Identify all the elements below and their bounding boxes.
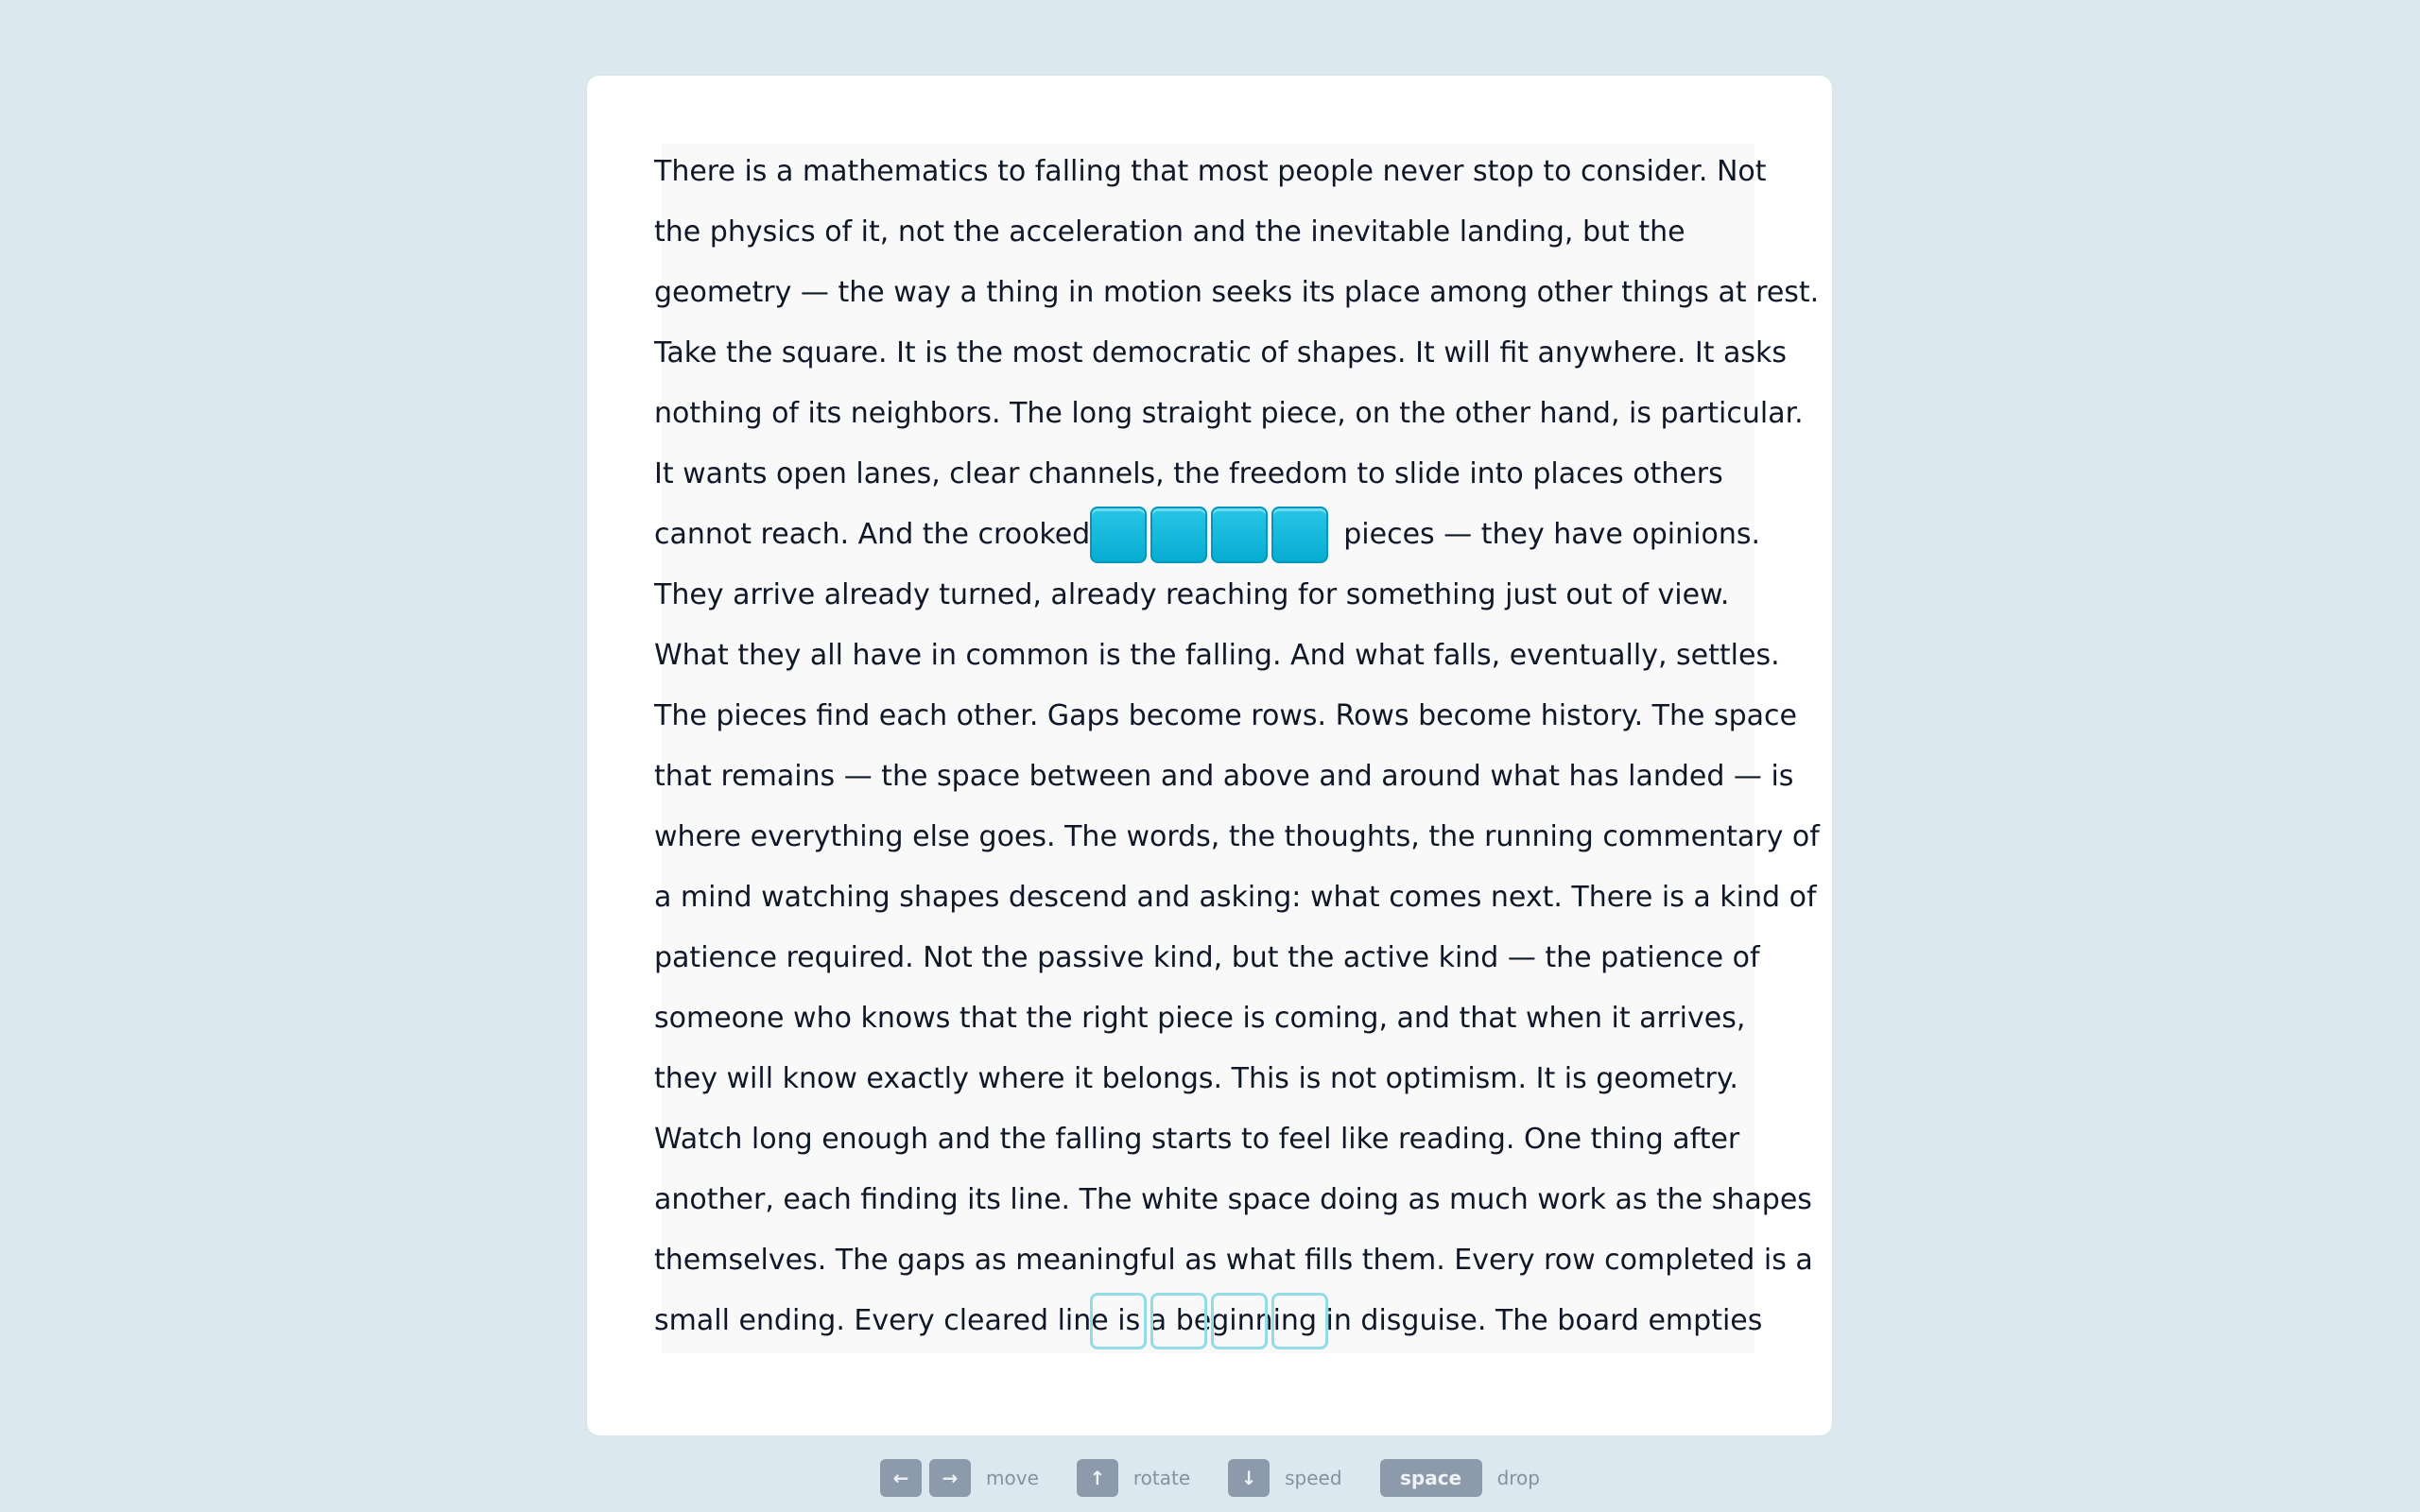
down-arrow-key[interactable]: ↓ <box>1228 1459 1270 1497</box>
falling-piece-cell[interactable] <box>1090 507 1147 563</box>
passage-line: patience required. Not the passive kind, but the active kind — the patience of <box>654 941 1760 974</box>
passage-line: nothing of its neighbors. The long straight piece, on the other hand, is particular. <box>654 397 1804 430</box>
passage-line: The pieces find each other. Gaps become rows. Rows become history. The space <box>654 699 1798 732</box>
falling-piece-cell[interactable] <box>1150 507 1207 563</box>
passage-line: Watch long enough and the falling starts to feel like reading. One thing after <box>654 1123 1740 1156</box>
ghost-piece-cell <box>1271 1293 1328 1349</box>
passage-line-before-piece: cannot reach. And the crooked <box>654 518 1091 551</box>
passage-line: someone who knows that the right piece is coming, and that when it arrives, <box>654 1002 1746 1035</box>
passage-line: What they all have in common is the falling. And what falls, eventually, settles. <box>654 639 1780 672</box>
passage-line: Take the square. It is the most democratic of shapes. It will fit anywhere. It asks <box>654 336 1788 369</box>
passage-line: that remains — the space between and above and around what has landed — is <box>654 760 1794 793</box>
ghost-piece-cell <box>1090 1293 1147 1349</box>
passage-text <box>654 142 1820 1351</box>
space-key[interactable]: space <box>1380 1459 1482 1497</box>
drop-label: drop <box>1496 1467 1540 1489</box>
passage-line: they will know exactly where it belongs. This is not optimism. It is geometry. <box>654 1062 1738 1095</box>
controls-legend <box>0 1459 2420 1497</box>
passage-line: It wants open lanes, clear channels, the freedom to slide into places others <box>654 457 1723 490</box>
up-arrow-key[interactable]: ↑ <box>1077 1459 1118 1497</box>
passage-line-after-piece: pieces — they have opinions. <box>1343 518 1761 551</box>
ghost-piece-cell <box>1211 1293 1268 1349</box>
move-label: move <box>986 1467 1039 1489</box>
passage-line: another, each finding its line. The white space doing as much work as the shapes <box>654 1183 1812 1216</box>
passage-line: the physics of it, not the acceleration and the inevitable landing, but the <box>654 215 1685 249</box>
passage-line: themselves. The gaps as meaningful as what fills them. Every row completed is a <box>654 1244 1813 1277</box>
ghost-piece-cell <box>1150 1293 1207 1349</box>
rotate-label: rotate <box>1132 1467 1191 1489</box>
passage-line: a mind watching shapes descend and asking: what comes next. There is a kind of <box>654 881 1817 914</box>
passage-line: There is a mathematics to falling that most people never stop to consider. Not <box>654 155 1767 188</box>
passage-line: They arrive already turned, already reaching for something just out of view. <box>654 578 1730 611</box>
falling-piece-cell[interactable] <box>1271 507 1328 563</box>
passage-line: where everything else goes. The words, the thoughts, the running commentary of <box>654 820 1820 853</box>
falling-piece-cell[interactable] <box>1211 507 1268 563</box>
left-arrow-key[interactable]: ← <box>880 1459 922 1497</box>
passage-line: small ending. Every cleared line is a beginning in disguise. The board empties <box>654 1304 1763 1337</box>
passage-line: geometry — the way a thing in motion seeks its place among other things at rest. <box>654 276 1820 309</box>
speed-label: speed <box>1285 1467 1342 1489</box>
right-arrow-key[interactable]: → <box>929 1459 971 1497</box>
